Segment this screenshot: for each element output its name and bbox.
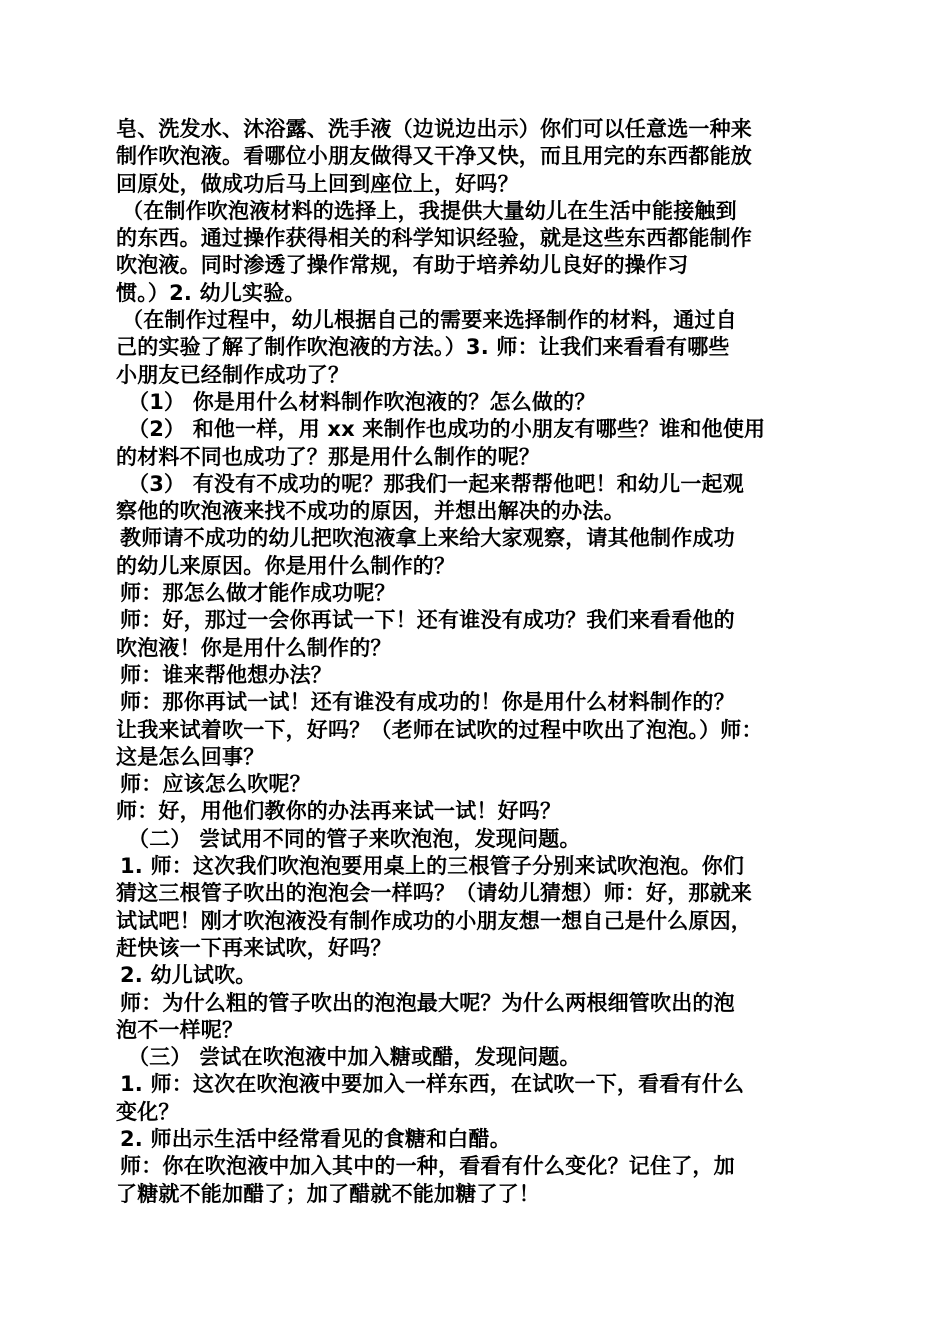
text-line: 回原处，做成功后马上回到座位上，好吗？ [116, 171, 519, 196]
text-line: 制作吹泡液。看哪位小朋友做得又干净又快，而且用完的东西都能放 [116, 144, 752, 169]
text-line: 泡不一样呢？ [116, 1017, 244, 1042]
text-line: 惯。）2. 幼儿实验。 [116, 280, 306, 305]
text-line: 猜这三根管子吹出的泡泡会一样吗？（请幼儿猜想）师：好，那就来 [116, 881, 752, 906]
text-line: 吹泡液！你是用什么制作的？ [116, 635, 392, 660]
text-line: 1. 师：这次在吹泡液中要加入一样东西，在试吹一下，看看有什么 [120, 1072, 745, 1097]
text-line: 赶快该一下再来试吹，好吗？ [116, 935, 392, 960]
text-line: （二） 尝试用不同的管子来吹泡泡，发现问题。 [128, 826, 581, 851]
text-line: （在制作过程中，幼儿根据自己的需要来选择制作的材料，通过自 [122, 308, 737, 333]
text-line: 师：好，那过一会你再试一下！还有谁没有成功？我们来看看他的 [120, 608, 735, 633]
text-line: 2. 师出示生活中经常看见的食糖和白醋。 [120, 1126, 511, 1151]
text-line: （2） 和他一样，用 xx 来制作也成功的小朋友有哪些？谁和他使用 [128, 417, 766, 442]
text-line: 1. 师：这次我们吹泡泡要用桌上的三根管子分别来试吹泡泡。你们 [120, 854, 745, 879]
text-line: 小朋友已经制作成功了？ [116, 362, 350, 387]
text-line: 这是怎么回事？ [116, 744, 265, 769]
text-line: 的东西。通过操作获得相关的科学知识经验，就是这些东西都能制作 [116, 226, 752, 251]
text-line: （三） 尝试在吹泡液中加入糖或醋，发现问题。 [128, 1045, 581, 1070]
text-line: 教师请不成功的幼儿把吹泡液拿上来给大家观察，请其他制作成功 [120, 526, 735, 551]
text-line: 的幼儿来原因。你是用什么制作的？ [116, 553, 456, 578]
text-line: 己的实验了解了制作吹泡液的方法。）3. 师：让我们来看看有哪些 [116, 335, 730, 360]
text-line: 师：那怎么做才能作成功呢？ [120, 581, 396, 606]
text-line: 变化？ [116, 1099, 180, 1124]
text-line: （在制作吹泡液材料的选择上，我提供大量幼儿在生活中能接触到 [122, 198, 737, 223]
text-line: 的材料不同也成功了？那是用什么制作的呢？ [116, 444, 540, 469]
text-line: 师：谁来帮他想办法？ [120, 662, 332, 687]
text-line: 师：你在吹泡液中加入其中的一种，看看有什么变化？记住了，加 [120, 1154, 735, 1179]
text-line: （3） 有没有不成功的呢？那我们一起来帮帮他吧！和幼儿一起观 [128, 471, 744, 496]
text-line: 2. 幼儿试吹。 [120, 963, 257, 988]
document-page [116, 116, 846, 1208]
text-line: 了糖就不能加醋了；加了醋就不能加糖了了！ [116, 1181, 540, 1206]
text-line: 让我来试着吹一下，好吗？（老师在试吹的过程中吹出了泡泡。）师： [116, 717, 763, 742]
text-line: （1） 你是用什么材料制作吹泡液的？怎么做的？ [128, 389, 596, 414]
text-line: 师：好，用他们教你的办法再来试一试！好吗？ [116, 799, 562, 824]
text-line: 吹泡液。同时渗透了操作常规，有助于培养幼儿良好的操作习 [116, 253, 689, 278]
text-line: 师：为什么粗的管子吹出的泡泡最大呢？为什么两根细管吹出的泡 [120, 990, 735, 1015]
text-line: 察他的吹泡液来找不成功的原因，并想出解决的办法。 [116, 499, 625, 524]
text-line: 师：那你再试一试！还有谁没有成功的！你是用什么材料制作的？ [120, 690, 735, 715]
text-line: 师：应该怎么吹呢？ [120, 772, 311, 797]
text-line: 皂、洗发水、沐浴露、洗手液（边说边出示）你们可以任意选一种来 [116, 117, 752, 141]
text-line: 试试吧！刚才吹泡液没有制作成功的小朋友想一想自己是什么原因， [116, 908, 752, 933]
